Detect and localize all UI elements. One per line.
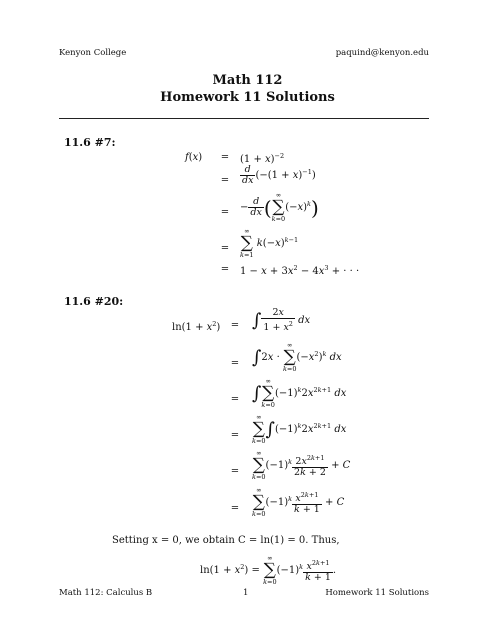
document-title: Math 112	[212, 73, 283, 88]
math-line: $1 - x + 3x^2 - 4x^3$ + · · ·	[240, 264, 360, 277]
math-line: ∫2x · ∞ ∑ k=0 $(-x^2)^k$ dx	[252, 341, 342, 373]
math-line: ∞ ∑ k=1 $k(-x)^{k-1}$	[240, 227, 299, 259]
math-line: ∞ ∑ k=0 $(-1)^k$ $\frac{x^{2k+1}}{k + 1}$ + C	[252, 486, 345, 518]
problem-7-label: 11.6 #7:	[64, 136, 116, 149]
title-rule	[59, 118, 429, 119]
math-line: ∞ ∑ k=0 $(-1)^k$ $\frac{2x^{2k+1}}{2k + 2}$ + C	[252, 449, 351, 481]
conclusion-text: Setting x = 0, we obtain C = ln(1) = 0. Thus,	[112, 535, 340, 546]
footer-title: Homework 11 Solutions	[325, 588, 429, 598]
problem-20-label: 11.6 #20:	[64, 295, 124, 308]
header-institution: Kenyon College	[59, 48, 127, 58]
math-line: $\ln(1 + x^2)$	[172, 320, 221, 333]
document-subtitle: Homework 11 Solutions	[160, 90, 335, 105]
footer-course: Math 112: Calculus B	[59, 588, 153, 598]
math-line: f(x)	[185, 152, 203, 163]
math-line: $\frac{d}{dx}$ $(-(1 + x)^{-1})$	[242, 164, 316, 186]
math-line: ∞ ∑ k=0 $\int(-1)^k2x^{2k+1}$ dx	[252, 413, 347, 445]
page-number: 1	[243, 588, 249, 598]
math-line: − $\frac{d}{dx}$ ( ∞ ∑ k=0 $(-x)^k$)	[240, 191, 319, 223]
math-line: ∫ ∞ ∑ k=0 $(-1)^k2x^{2k+1}$ dx	[252, 377, 347, 409]
document-page: Kenyon College paquind@kenyon.edu Math 112 Homework 11 Solutions 11.6 #7: f(x) = $(1 + x)^{-2}$ = $\frac{d}{dx}$ $(-(1 + x)^{-1})$ = − $\frac{d}{dx}$ ( ∞ ∑ k=0 $(-x)^k$) = ∞ ∑ k=1 $k(-x)^{k-1}$ = $1 - x + 3x^2 - 4x^3$ + · · · 11.6 #20: $\ln(1 + x^2)$ = ∫ $\frac{2x}{1 + x^2}$ dx = ∫2x · ∞ ∑ k=0 $(-x^2)^k$ dx = ∫ ∞ ∑ k=0 $(-1)^k2x^{2k+1}$ dx = ∞ ∑ k=0 $\int(-1)^k2x^{2k+1}$ dx = ∞ ∑ k=0 $(-1)^k$ $\frac{2x^{2k+1}}{2k + 2}$ + C = ∞ ∑ k=0 $(-1)^k$ $\frac{x^{2k+1}}{k + 1}$ + C Setting x = 0, we obtain C = ln(1) = 0. Thus, $\ln(1 + x^2)$ = ∞ ∑ k=0 $(-1)^k$ $\frac{x^{2k+1}}{k + 1}$ . Math 112: Calculus B 1 Homework 11 Solutions	[0, 0, 495, 640]
final-result: $\ln(1 + x^2)$ = ∞ ∑ k=0 $(-1)^k$ $\frac{x^{2k+1}}{k + 1}$ .	[200, 554, 337, 586]
header-email: paquind@kenyon.edu	[335, 48, 429, 58]
